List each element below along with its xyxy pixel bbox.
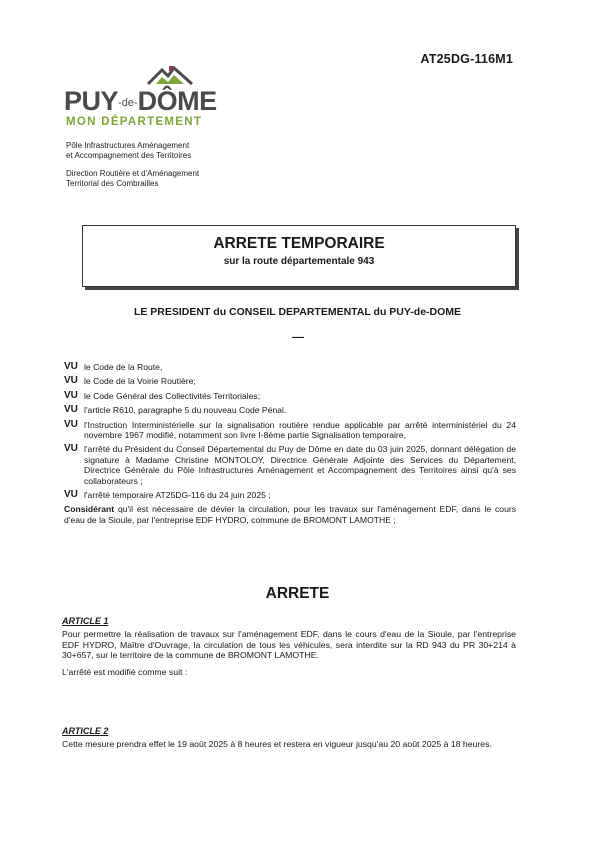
- separator: ------: [291, 332, 304, 342]
- arrete-heading: ARRETE: [265, 585, 330, 602]
- vu-item: [64, 420, 516, 441]
- article-heading: ARTICLE 2: [62, 726, 109, 736]
- article-paragraph: Cette mesure prendra effet le 19 août 2025 à 8 heures et restera en vigueur jusqu'au 20 août 2025 à 18 heures.: [62, 738, 492, 749]
- considerant-label: Considérant: [64, 504, 115, 515]
- article-heading: ARTICLE 1: [62, 616, 109, 626]
- article-1: [62, 616, 516, 684]
- pole-line: Pôle Infrastructures Aménagement: [66, 141, 190, 150]
- vu-label: VU: [64, 418, 78, 430]
- vu-text: le Code de la Route,: [84, 362, 163, 372]
- mountain-roof-icon: [146, 64, 194, 88]
- article-paragraph: Pour permettre la réalisation de travaux sur l'aménagement EDF, dans le cours d'eau de la Sioule, par l'entreprise EDF HYDRO, Maître d'Ouvrage, la circulation de tous les véhicules, sera interdite sur la RD 943 du PR 30+214 à 30+657, sur le territoire de la commune de BROMONT LAMOTHE.: [62, 628, 516, 661]
- vu-label: VU: [64, 361, 78, 372]
- vu-item: [64, 376, 516, 386]
- vu-item: [64, 490, 516, 500]
- logo-name-part2: DÔME: [137, 86, 217, 116]
- considerant-clause: [64, 504, 516, 525]
- vu-text: le Code de la Voirie Routière;: [84, 376, 196, 387]
- vu-text: le Code Général des Collectivités Territoriales;: [84, 390, 261, 401]
- document-subtitle: sur la route départementale 943: [223, 256, 375, 267]
- article-paragraph: L'arrêté est modifié comme suit :: [62, 667, 188, 678]
- vu-text: l'arrêté temporaire AT25DG-116 du 24 juin 2025 ;: [84, 490, 271, 501]
- direction-block: [66, 169, 199, 189]
- vu-label: VU: [64, 375, 78, 387]
- vu-label: VU: [64, 404, 78, 416]
- vu-item: [64, 362, 516, 372]
- logo-wordmark: [64, 86, 217, 117]
- logo-name-small: -de-: [118, 97, 138, 109]
- vu-label: VU: [64, 389, 78, 401]
- pole-line: et Accompagnement des Territoires: [66, 151, 192, 160]
- vu-item: [64, 444, 516, 486]
- vu-text: l'article R610, paragraphe 5 du nouveau Code Pénal.: [84, 405, 287, 416]
- vu-list: [64, 362, 516, 525]
- logo-name-part1: PUY: [64, 86, 119, 116]
- vu-label: VU: [64, 443, 78, 455]
- article-2: [62, 726, 516, 756]
- document-reference: AT25DG-116M1: [420, 52, 513, 66]
- president-line: LE PRESIDENT du CONSEIL DEPARTEMENTAL du PUY-de-DOME: [133, 306, 462, 318]
- vu-label: VU: [64, 489, 78, 501]
- title-box: [82, 225, 516, 287]
- vu-text: l'Instruction Interministérielle sur la signalisation routière rendue applicable par arrêté interministériel du 24 novembre 1967 modifié, notamment son livre I-8ème partie Signalisation temporaire,: [84, 419, 516, 441]
- vu-item: [64, 405, 516, 415]
- logo-subtitle: MON DÉPARTEMENT: [66, 116, 203, 128]
- document-title: ARRETE TEMPORAIRE: [213, 235, 385, 252]
- direction-line: Direction Routière et d'Aménagement: [66, 169, 200, 178]
- vu-item: [64, 391, 516, 401]
- department-logo: [64, 64, 244, 136]
- direction-line: Territorial des Combrailles: [66, 179, 159, 188]
- pole-block: [66, 141, 191, 161]
- vu-text: l'arrêté du Président du Conseil Départemental du Puy de Dôme en date du 03 juin 2025, donnant délégation de signature à Madame Christine MONTOLOY, Directrice Générale Adjointe des Services du Département, Directrice Générale du Pôle Infrastructures Aménagement et Accompagnement des Territoires ainsi qu'à ses collaborateurs ;: [84, 444, 516, 486]
- considerant-text: qu'il est nécessaire de dévier la circulation, pour les travaux sur l'aménagement EDF, dans le cours d'eau de la Sioule, par l'entreprise EDF HYDRO, commune de BROMONT LAMOTHE ;: [64, 504, 517, 525]
